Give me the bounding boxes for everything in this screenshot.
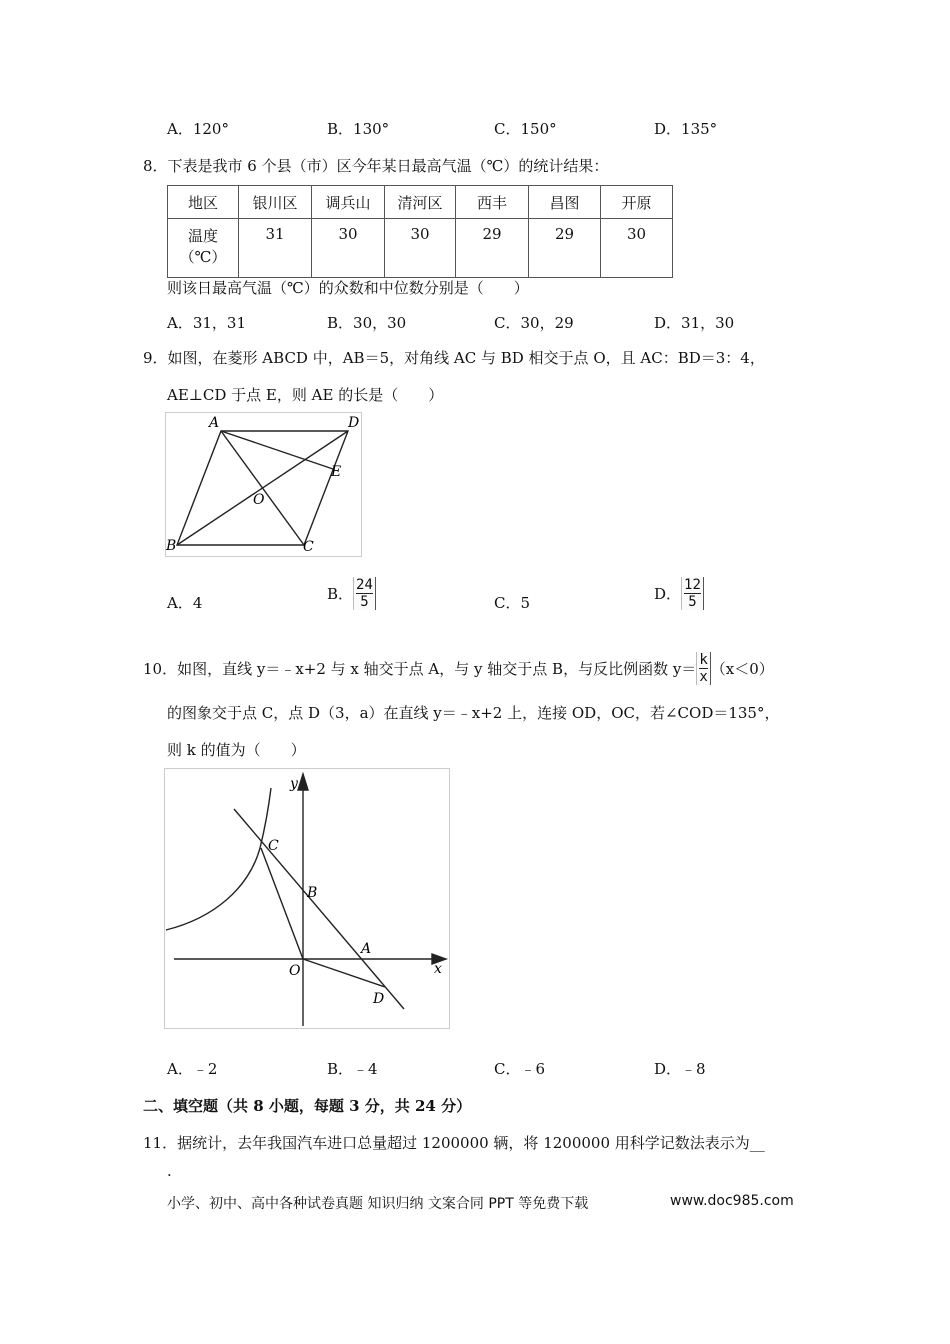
row-label-line2: （℃） xyxy=(179,248,227,266)
hyperbola-curve xyxy=(166,788,271,930)
label-a: A xyxy=(361,941,372,957)
fraction-numerator: 12 xyxy=(684,577,701,593)
q8-stem: 8．下表是我市 6 个县（市）区今年某日最高气温（℃）的统计结果： xyxy=(143,157,609,175)
label-a: A xyxy=(209,415,220,431)
footer-left-text: 小学、初中、高中各种试卷真题 知识归纳 文案合同 PPT 等免费下载 xyxy=(167,1196,589,1212)
q8-option-d: D．31，30 xyxy=(654,314,735,332)
q8-option-b: B．30，30 xyxy=(327,314,407,332)
q10-option-d: D．﹣8 xyxy=(654,1060,706,1078)
q8-option-a: A．31，31 xyxy=(167,314,247,332)
q10-line1-condition: （x＜0） xyxy=(710,660,774,678)
table-header: 昌图 xyxy=(529,186,601,219)
fraction-numerator: 24 xyxy=(356,577,373,593)
segment-ae xyxy=(221,431,333,469)
table-header: 地区 xyxy=(168,186,239,219)
q10-option-b: B．﹣4 xyxy=(327,1060,378,1078)
table-row-label xyxy=(168,219,239,278)
figure-border xyxy=(166,413,362,557)
q11-text: 11．据统计，去年我国汽车进口总量超过 1200000 辆，将 1200000 用科学记数法表示为__ xyxy=(143,1134,765,1152)
fraction-denominator: 5 xyxy=(360,594,369,610)
fraction-numerator: k xyxy=(699,652,708,668)
fraction-k-x xyxy=(696,652,710,685)
q9-option-d-prefix: D． xyxy=(654,585,682,603)
label-o: O xyxy=(253,492,265,508)
q8-option-c: C．30，29 xyxy=(494,314,574,332)
q10-line2: 的图象交于点 C，点 D（3，a）在直线 y＝﹣x+2 上，连接 OD，OC，若∠COD＝135°， xyxy=(167,704,780,722)
footer-url[interactable]: www.doc985.com xyxy=(670,1193,794,1209)
rhombus-figure xyxy=(165,412,363,558)
label-c: C xyxy=(303,539,314,555)
fraction-denominator: 5 xyxy=(688,594,697,610)
q7-option-d: D．135° xyxy=(654,120,718,138)
q10-line1-text: 10．如图，直线 y＝﹣x+2 与 x 轴交于点 A，与 y 轴交于点 B，与反比例函数 y＝ xyxy=(143,660,697,678)
q8-question: 则该日最高气温（℃）的众数和中位数分别是（ ） xyxy=(167,279,529,297)
y-axis-arrow xyxy=(298,774,308,790)
label-o: O xyxy=(289,963,301,979)
table-cell: 30 xyxy=(601,219,673,278)
label-b: B xyxy=(166,538,177,554)
table-cell: 29 xyxy=(529,219,601,278)
fraction-denominator: x xyxy=(699,669,708,685)
table-header: 西丰 xyxy=(456,186,529,219)
table-cell: 31 xyxy=(239,219,312,278)
q7-option-a: A．120° xyxy=(167,120,229,138)
q10-line3: 则 k 的值为（ ） xyxy=(167,741,306,759)
label-d: D xyxy=(348,415,360,431)
coordinate-figure xyxy=(164,768,451,1030)
q9-option-c: C．5 xyxy=(494,594,531,612)
diagonal-bd xyxy=(177,431,348,545)
label-b: B xyxy=(307,885,318,901)
q9-option-d xyxy=(654,577,704,610)
table-cell: 30 xyxy=(312,219,385,278)
q9-line1: 9．如图，在菱形 ABCD 中，AB＝5，对角线 AC 与 BD 相交于点 O，且 AC：BD＝3：4， xyxy=(143,349,765,367)
label-y: y xyxy=(290,776,298,792)
row-label-line1: 温度 xyxy=(187,227,218,245)
q9-option-b-prefix: B． xyxy=(327,585,354,603)
label-x: x xyxy=(434,961,442,977)
q10-option-c: C．﹣6 xyxy=(494,1060,546,1078)
q7-option-b: B．130° xyxy=(327,120,390,138)
q11-tail: . xyxy=(167,1162,172,1180)
line-y-neg-x-plus-2 xyxy=(234,809,404,1009)
section-heading: 二、填空题（共 8 小题，每题 3 分，共 24 分） xyxy=(143,1097,472,1115)
label-e: E xyxy=(331,464,342,480)
table-header: 开原 xyxy=(601,186,673,219)
fraction-24-5 xyxy=(353,577,376,610)
table-header: 清河区 xyxy=(385,186,456,219)
table-cell: 29 xyxy=(456,219,529,278)
table-header: 银川区 xyxy=(239,186,312,219)
fraction-12-5 xyxy=(681,577,704,610)
label-c: C xyxy=(268,838,279,854)
q10-line1 xyxy=(143,652,774,685)
label-d: D xyxy=(373,991,385,1007)
q9-line2: AE⊥CD 于点 E，则 AE 的长是（ ） xyxy=(167,386,444,404)
table-cell: 30 xyxy=(385,219,456,278)
temperature-table xyxy=(167,185,673,278)
q9-option-a: A．4 xyxy=(167,594,203,612)
q9-option-b xyxy=(327,577,376,610)
q7-option-c: C．150° xyxy=(494,120,557,138)
q10-option-a: A．﹣2 xyxy=(167,1060,218,1078)
table-header: 调兵山 xyxy=(312,186,385,219)
